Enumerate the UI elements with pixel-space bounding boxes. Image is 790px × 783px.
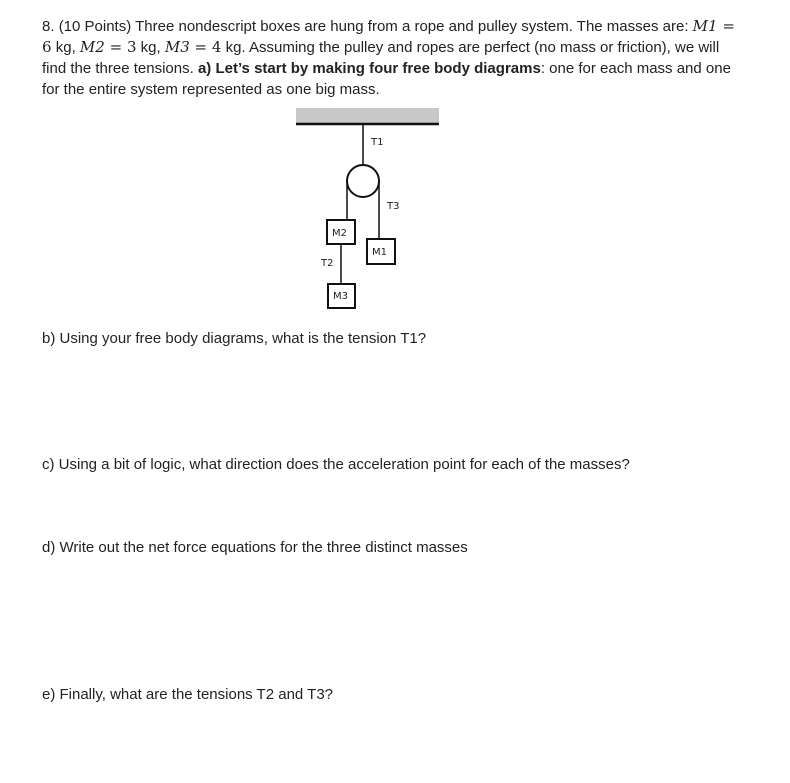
mass-3-equation: M3 = 4	[164, 38, 222, 56]
label-t1: T1	[371, 137, 384, 148]
question-b: b) Using your free body diagrams, what is the tension T1?	[42, 330, 427, 347]
mass-1-equation: M1 = 6	[42, 17, 735, 56]
pulley-wheel	[347, 165, 379, 197]
problem-statement	[42, 16, 742, 100]
mass-1-unit: kg,	[55, 39, 76, 56]
problem-points: (10 Points)	[58, 18, 132, 35]
problem-number: 8.	[42, 18, 55, 35]
question-d: d) Write out the net force equations for the three distinct masses	[42, 539, 468, 556]
question-c: c) Using a bit of logic, what direction does the acceleration point for each of the masses?	[42, 456, 630, 473]
problem-text-2: Assuming the pulley and ropes are perfect (no mass or friction), we will find the three tensions.	[42, 39, 720, 77]
mass-2-unit: kg,	[140, 39, 161, 56]
mass-3-unit: kg.	[225, 39, 246, 56]
label-t2: T2	[321, 258, 334, 269]
problem-text-1: Three nondescript boxes are hung from a rope and pulley system. The masses are:	[135, 18, 689, 35]
pulley-diagram	[290, 104, 450, 316]
part-a-rest: : one for each mass and one for the entire system represented as one big mass.	[42, 60, 731, 98]
ceiling	[296, 108, 439, 124]
label-m1: M1	[372, 247, 387, 258]
part-a-bold: a) Let’s start by making four free body diagrams	[197, 60, 541, 77]
label-t3: T3	[387, 201, 400, 212]
pulley-diagram-svg	[290, 104, 450, 316]
label-m2: M2	[332, 228, 347, 239]
question-e: e) Finally, what are the tensions T2 and T3?	[42, 686, 333, 703]
label-m3: M3	[333, 291, 348, 302]
mass-2-equation: M2 = 3	[79, 38, 137, 56]
